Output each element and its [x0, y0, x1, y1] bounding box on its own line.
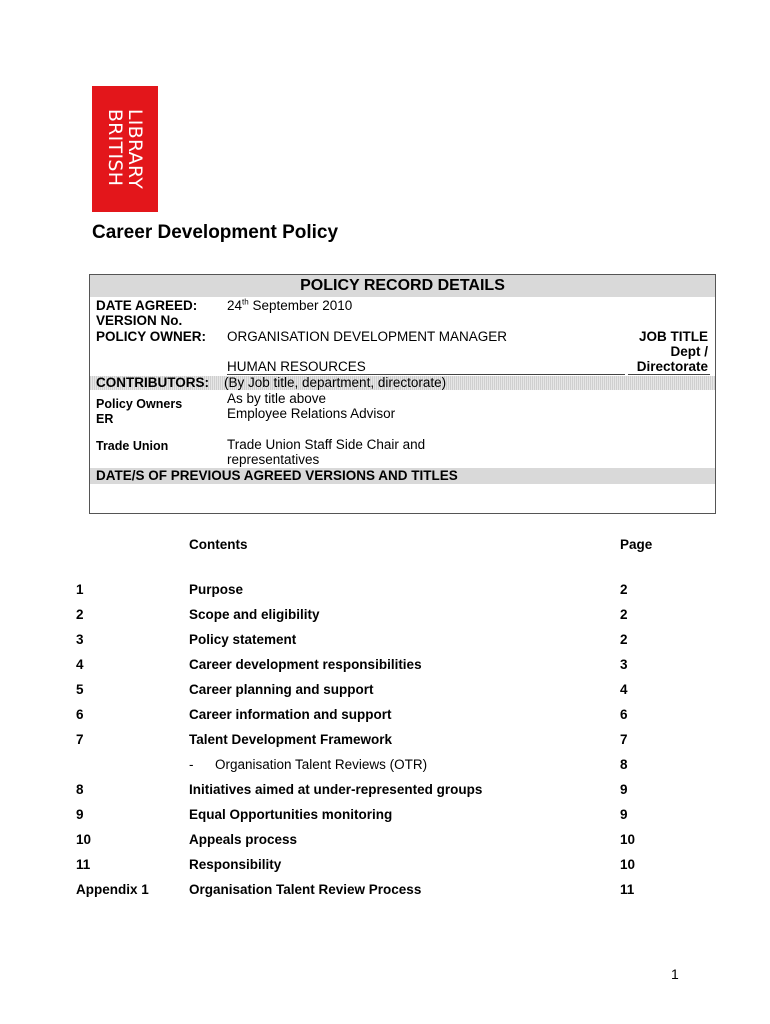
record-heading: POLICY RECORD DETAILS: [300, 277, 505, 294]
item-number: 5: [76, 682, 84, 697]
item-number: 7: [76, 732, 84, 747]
policy-owner-label: POLICY OWNER:: [96, 329, 207, 344]
job-underline: [628, 374, 710, 375]
list-item: [0, 582, 770, 602]
er-value: Employee Relations Advisor: [227, 406, 396, 421]
list-item: [0, 757, 770, 777]
item-page: 10: [620, 832, 636, 847]
item-page: 9: [620, 782, 628, 797]
document-title: Career Development Policy: [92, 222, 339, 243]
trade-union-value-1: Trade Union Staff Side Chair and: [227, 437, 426, 452]
item-title: Talent Development Framework: [189, 732, 393, 747]
job-title-label: JOB TITLE: [638, 329, 708, 344]
er-label: ER: [96, 412, 114, 426]
date-agreed-value: 24th September 2010: [227, 297, 353, 313]
list-item: [0, 882, 770, 902]
trade-union-value-2: representatives: [227, 452, 320, 467]
item-page: 8: [620, 757, 628, 772]
item-number: 10: [76, 832, 92, 847]
item-page: 11: [620, 882, 635, 897]
item-title: Policy statement: [189, 632, 297, 647]
list-item: [0, 657, 770, 677]
contents-heading: Contents: [189, 537, 248, 552]
list-item: [0, 857, 770, 877]
item-number: 6: [76, 707, 84, 722]
policy-owners-label: Policy Owners: [96, 397, 183, 411]
british-library-logo: [92, 86, 158, 212]
page-heading: Page: [620, 537, 653, 552]
item-title: Organisation Talent Reviews (OTR): [215, 757, 428, 772]
item-title: Career information and support: [189, 707, 392, 722]
item-page: 7: [620, 732, 628, 747]
logo-line-british: BRITISH: [104, 108, 126, 187]
item-title: Career development responsibilities: [189, 657, 422, 672]
contributors-note: (By Job title, department, directorate): [224, 375, 447, 390]
list-item: [0, 732, 770, 752]
item-number: 3: [76, 632, 84, 647]
dept-label: Dept /: [670, 344, 708, 359]
date-agreed-label: DATE AGREED:: [96, 298, 198, 313]
item-title: Appeals process: [189, 832, 298, 847]
item-number: 9: [76, 807, 84, 822]
list-item: [0, 607, 770, 627]
list-item: [0, 707, 770, 727]
logo-text: [105, 109, 145, 189]
contributors-label: CONTRIBUTORS:: [96, 375, 209, 390]
item-title: Equal Opportunities monitoring: [189, 807, 393, 822]
item-page: 9: [620, 807, 628, 822]
item-number: 4: [76, 657, 84, 672]
directorate-label: Directorate: [636, 359, 708, 374]
item-title: Organisation Talent Review Process: [189, 882, 422, 897]
version-label: VERSION No.: [96, 313, 183, 328]
item-number: 1: [76, 582, 84, 597]
item-title: Scope and eligibility: [189, 607, 320, 622]
item-page: 2: [620, 607, 628, 622]
contents-header: [0, 537, 770, 557]
item-page: 2: [620, 582, 628, 597]
item-page: 4: [620, 682, 628, 697]
list-item: [0, 807, 770, 827]
item-page: 3: [620, 657, 628, 672]
item-page: 6: [620, 707, 628, 722]
logo-line-library: LIBRARY: [124, 108, 146, 190]
trade-union-label: Trade Union: [96, 439, 169, 453]
page-number: 1: [671, 966, 679, 982]
item-title: Career planning and support: [189, 682, 374, 697]
policy-record-table: [89, 274, 716, 514]
item-page: 2: [620, 632, 628, 647]
list-item: [0, 832, 770, 852]
list-item: [0, 682, 770, 702]
policy-owner-dept: HUMAN RESOURCES: [227, 359, 366, 374]
policy-owners-value: As by title above: [227, 391, 327, 406]
item-title: Purpose: [189, 582, 244, 597]
item-page: 10: [620, 857, 636, 872]
item-title: Responsibility: [189, 857, 282, 872]
previous-versions-label: DATE/S OF PREVIOUS AGREED VERSIONS AND TITLES: [96, 468, 458, 483]
item-dash: -: [189, 757, 194, 772]
item-number: Appendix 1: [76, 882, 149, 897]
item-title: Initiatives aimed at under-represented groups: [189, 782, 483, 797]
item-number: 2: [76, 607, 84, 622]
policy-owner-value: ORGANISATION DEVELOPMENT MANAGER: [227, 329, 508, 344]
item-number: 8: [76, 782, 84, 797]
list-item: [0, 632, 770, 652]
item-number: 11: [76, 857, 91, 872]
list-item: [0, 782, 770, 802]
